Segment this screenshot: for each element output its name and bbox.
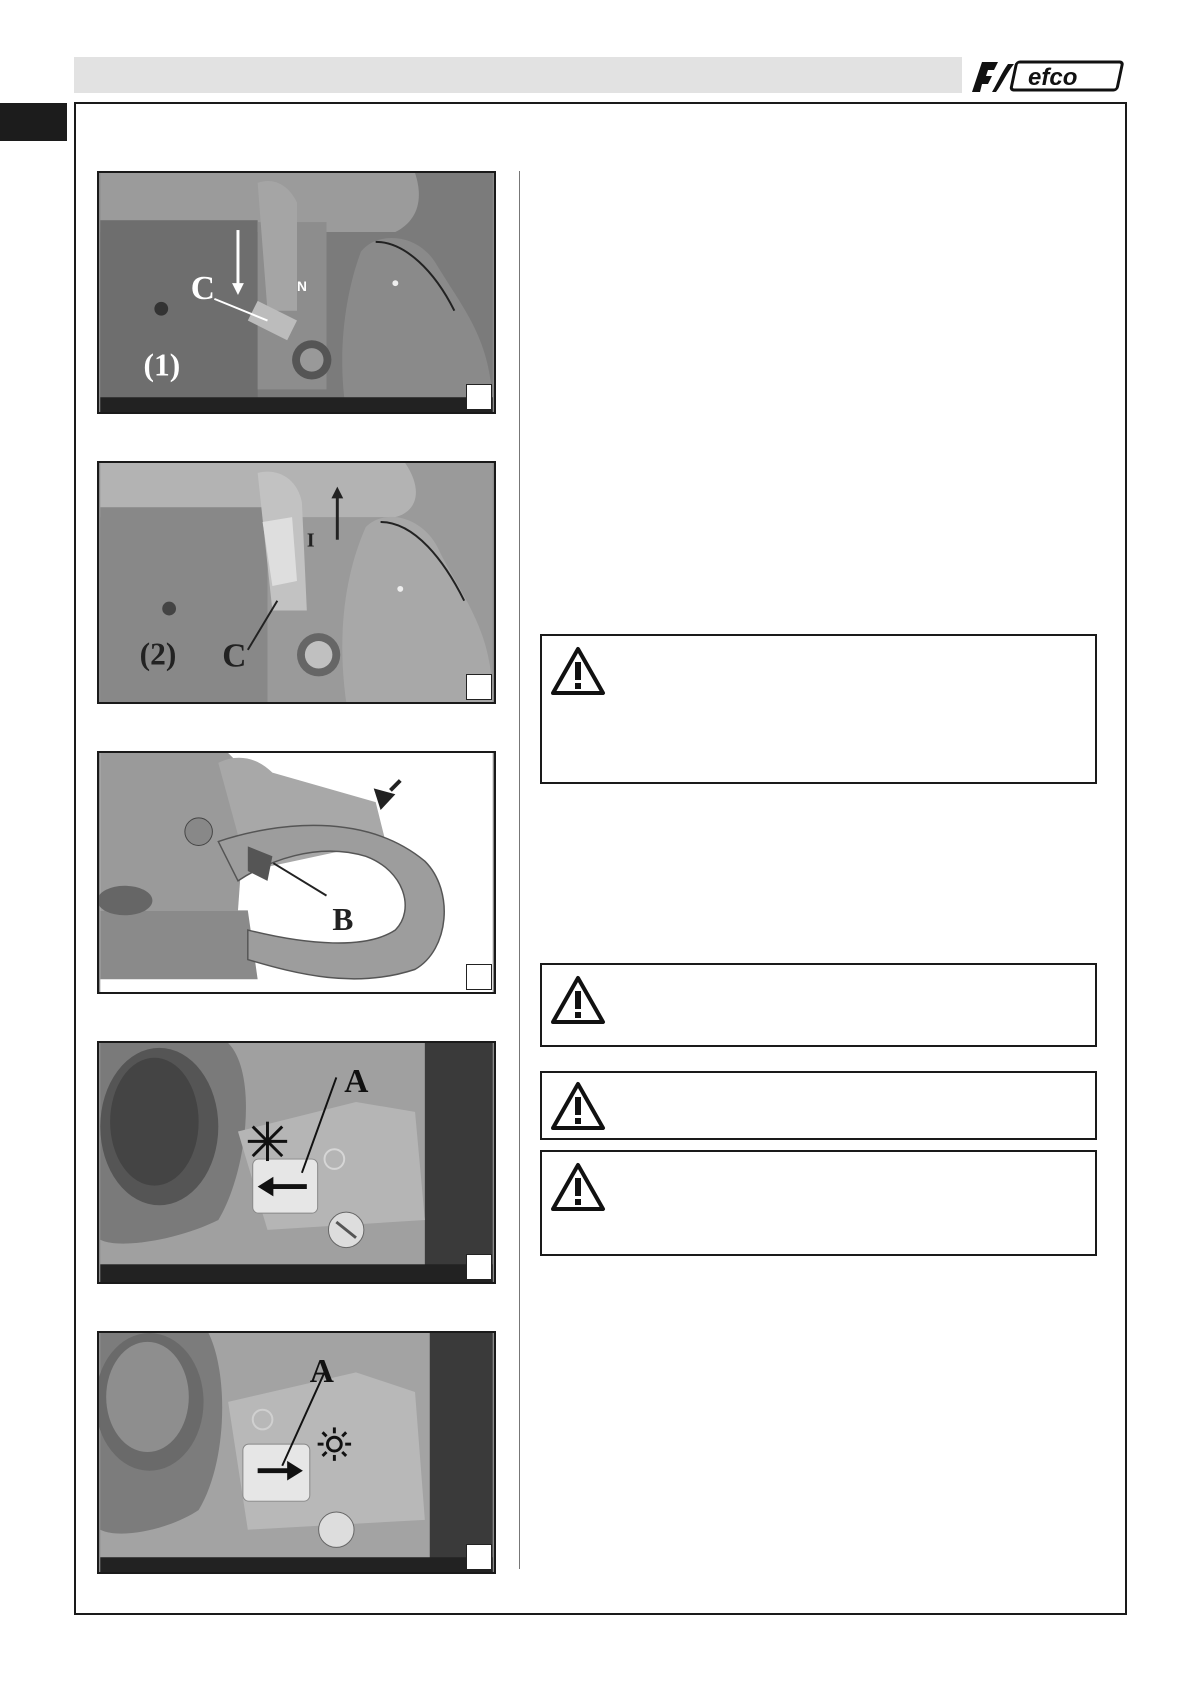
photo-figure-2 (97, 461, 496, 704)
label-mark: I (306, 529, 315, 552)
warning-box-1 (540, 634, 1097, 784)
warning-box-4 (540, 1150, 1097, 1256)
figure-number-box (466, 384, 492, 410)
efco-logo (968, 56, 1128, 96)
warning-triangle-icon (550, 1162, 606, 1212)
label-a: A (344, 1063, 369, 1101)
warning-box-3 (540, 1071, 1097, 1140)
figure-number-box (466, 1544, 492, 1570)
brand-wordmark: efco (1028, 64, 1078, 91)
label-c: C (222, 637, 247, 675)
warning-box-2 (540, 963, 1097, 1047)
section-tab (0, 103, 67, 141)
figure-number-box (466, 1254, 492, 1280)
column-divider (519, 171, 520, 1569)
label-mark: N (296, 279, 307, 295)
photo-figure-5 (97, 1331, 496, 1574)
header-bar (74, 57, 962, 93)
figure-number-box (466, 674, 492, 700)
label-position: (2) (139, 636, 177, 672)
snowflake-icon (248, 1122, 287, 1161)
label-a: A (309, 1353, 334, 1391)
photo-figure-3 (97, 751, 496, 994)
warning-triangle-icon (550, 1081, 606, 1131)
figure-number-box (466, 964, 492, 990)
label-c: C (190, 269, 215, 307)
label-b: B (332, 902, 354, 938)
label-position: (1) (143, 347, 181, 383)
warning-triangle-icon (550, 646, 606, 696)
photo-figure-4 (97, 1041, 496, 1284)
warning-triangle-icon (550, 975, 606, 1025)
photo-figure-1 (97, 171, 496, 414)
